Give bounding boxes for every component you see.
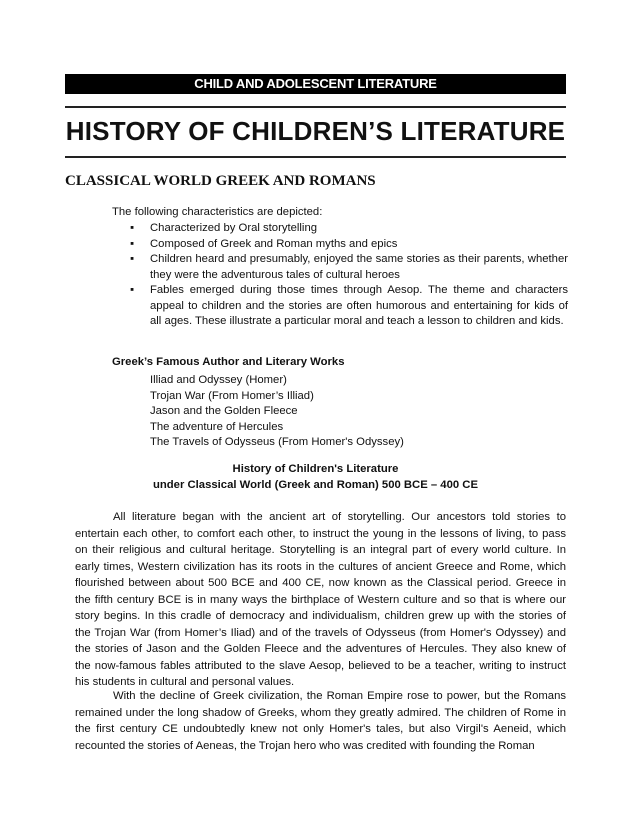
characteristics-list — [128, 221, 568, 330]
history-subtitle-line1: History of Children's Literature — [232, 463, 399, 475]
list-item-text: Fables emerged during those times through Aesop. The theme and characters appeal to children and the stories are often humorous and entertaining for kids of all ages. These illustrate a particular moral and teach a lesson to children and kids. — [150, 284, 568, 327]
bullet-icon: ▪ — [130, 222, 135, 234]
work-item: Illiad and Odyssey (Homer) — [150, 374, 287, 386]
characteristics-intro: The following characteristics are depicted: — [112, 206, 323, 218]
list-item — [128, 237, 568, 253]
list-item — [128, 283, 568, 330]
list-item — [128, 252, 568, 283]
list-item-text: Children heard and presumably, enjoyed the same stories as their parents, whether they were the adventurous tales of cultural heroes — [150, 253, 568, 281]
bullet-icon: ▪ — [130, 253, 135, 265]
list-item-text: Characterized by Oral storytelling — [150, 222, 318, 234]
page-title: HISTORY OF CHILDREN’S LITERATURE — [65, 116, 566, 146]
list-item-text: Composed of Greek and Roman myths and epics — [150, 237, 398, 250]
body-paragraph-1: All literature began with the ancient art of storytelling. Our ancestors told stories to entertain each other, to comfort each other, to instruct the young in the lessons of living, to pass on their religious and cultural heritage. Storytelling is an integral part of every world culture. In early times, Western civilization has its roots in the cultures of ancient Greece and Rome, which flourished between about 500 BCE and 400 CE, now known as the Classical period. Greece in the fifth century BCE is in many ways the birthplace of Western culture and so that is where our story begins. In this cradle of democracy and individualism, children grew up with the stories of the Trojan War (from Homer’s Iliad) and of the travels of Odysseus (from Homer's Odyssey) and the stories of Jason and the Golden Fleece and the adventures of Hercules. They also knew of the now-famous fables attributed to the slave Aesop, believed to be a teacher, writing to instruct his students in cultural and personal values. — [75, 511, 566, 688]
history-subtitle — [65, 461, 566, 493]
works-list — [150, 373, 404, 451]
title-top-rule — [65, 106, 566, 108]
list-item — [128, 221, 568, 237]
title-bottom-rule — [65, 156, 566, 158]
work-item: Trojan War (From Homer’s Illiad) — [150, 389, 314, 402]
works-heading: Greek’s Famous Author and Literary Works — [112, 356, 345, 368]
bullet-icon: ▪ — [130, 284, 135, 296]
bullet-icon: ▪ — [130, 237, 135, 250]
body-paragraph-2: With the decline of Greek civilization, the Roman Empire rose to power, but the Romans remained under the long shadow of Greeks, whom they greatly admired. The children of Rome in the first century CE undoubtedly knew not only Homer's tales, but also Virgil's Aeneid, which recounted the stories of Aeneas, the Trojan hero who was credited with founding the Roman — [75, 690, 566, 752]
work-item: The Travels of Odysseus (From Homer's Odyssey) — [150, 436, 404, 448]
history-subtitle-line2: under Classical World (Greek and Roman) 500 BCE – 400 CE — [152, 479, 478, 491]
section-heading: CLASSICAL WORLD GREEK AND ROMANS — [65, 173, 376, 189]
work-item: The adventure of Hercules — [150, 420, 284, 433]
course-banner: CHILD AND ADOLESCENT LITERATURE — [65, 74, 566, 94]
work-item: Jason and the Golden Fleece — [150, 405, 298, 417]
